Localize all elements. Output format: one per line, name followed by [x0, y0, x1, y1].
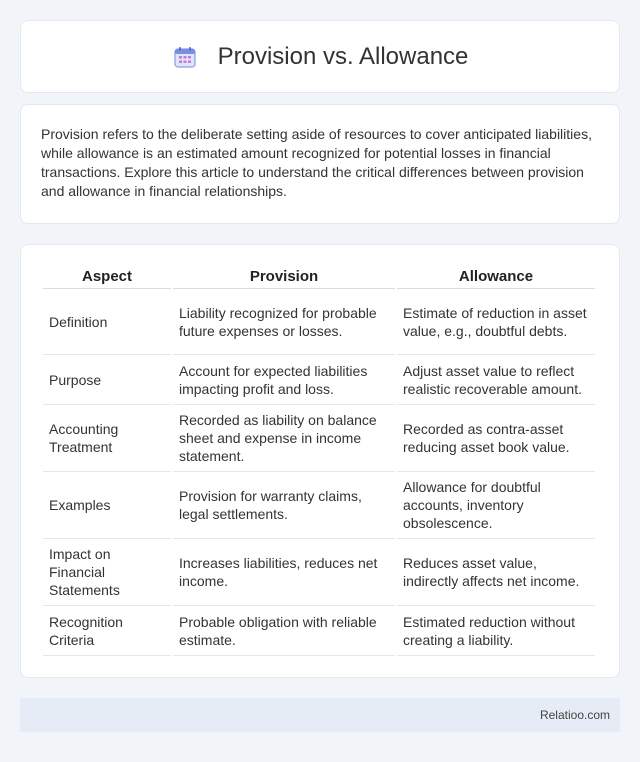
table-header-row [43, 265, 595, 289]
allowance-cell: Estimate of reduction in asset value, e.g., doubtful debts. [397, 289, 595, 355]
aspect-cell: Accounting Treatment [43, 405, 171, 472]
table-row [43, 472, 595, 539]
aspect-cell: Recognition Criteria [43, 606, 171, 656]
calendar-icon [172, 44, 198, 70]
aspect-cell: Purpose [43, 355, 171, 405]
comparison-table [41, 265, 597, 656]
allowance-cell: Allowance for doubtful accounts, inventory obsolescence. [397, 472, 595, 539]
allowance-cell: Estimated reduction without creating a liability. [397, 606, 595, 656]
intro-text: Provision refers to the deliberate setting aside of resources to cover anticipated liabilities, while allowance is an estimated amount recognized for potential losses in financial transactions. Explore this article to understand the critical differences between provision and allowance in financial relationships. [41, 126, 592, 199]
provision-cell: Provision for warranty claims, legal settlements. [173, 472, 395, 539]
intro-card [20, 104, 620, 224]
header-card [20, 20, 620, 93]
header-allowance: Allowance [397, 265, 595, 289]
aspect-cell: Impact on Financial Statements [43, 539, 171, 606]
header-provision: Provision [173, 265, 395, 289]
page-title: Provision vs. Allowance [217, 42, 469, 70]
footer-site-name: Relatioo.com [539, 708, 610, 722]
table-row [43, 355, 595, 405]
aspect-cell: Examples [43, 472, 171, 539]
provision-cell: Liability recognized for probable future expenses or losses. [173, 289, 395, 355]
provision-cell: Increases liabilities, reduces net income. [173, 539, 395, 606]
allowance-cell: Recorded as contra-asset reducing asset book value. [397, 405, 595, 472]
table-row [43, 405, 595, 472]
table-row [43, 289, 595, 355]
allowance-cell: Reduces asset value, indirectly affects net income. [397, 539, 595, 606]
comparison-card [20, 244, 620, 678]
aspect-cell: Definition [43, 289, 171, 355]
provision-cell: Recorded as liability on balance sheet and expense in income statement. [173, 405, 395, 472]
footer-bar [20, 698, 620, 732]
header-aspect: Aspect [43, 265, 171, 289]
allowance-cell: Adjust asset value to reflect realistic recoverable amount. [397, 355, 595, 405]
provision-cell: Probable obligation with reliable estimate. [173, 606, 395, 656]
table-row [43, 606, 595, 656]
table-row [43, 539, 595, 606]
provision-cell: Account for expected liabilities impacting profit and loss. [173, 355, 395, 405]
